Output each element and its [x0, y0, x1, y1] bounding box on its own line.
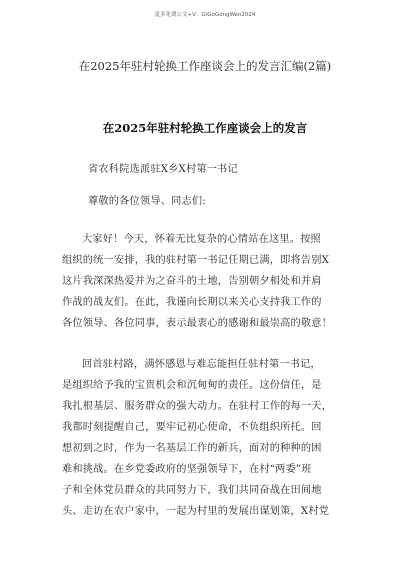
paragraph1-line: 这片我深深热爱并为之奋斗的土地，告别朝夕相处和并肩 [62, 276, 322, 287]
paragraph2-line: 子和全体党员群众的共同努力下，我们共同奋战在田间地 [62, 485, 322, 496]
paragraph2-line: 头、走访在农户家中，一起为村里的发展出谋划策，X村党 [62, 506, 330, 517]
paragraph1-line: 作战的战友们。在此，我谨向长期以来关心支持我工作的 [62, 297, 322, 308]
section-title: 在2025年驻村轮换工作座谈会上的发言 [102, 121, 308, 135]
paragraph2-line: 是组织给予我的宝贵机会和沉甸甸的责任。这份信任，是 [62, 380, 322, 391]
paragraph2-line: 难和挑战。在乡党委政府的坚强领导下，在村“两委”班 [62, 464, 312, 475]
paragraph2-line: 回首驻村路，满怀感恩与难忘能担任驻村第一书记， [82, 359, 321, 370]
paragraph2-line: 我都时刻提醒自己，要牢记初心使命，不负组织所托。回 [62, 422, 322, 433]
paragraph1-line: 大家好！今天，怀着无比复杂的心情站在这里。按照 [82, 234, 321, 245]
header-note: 更多免费公文+V：GiGoGongWen2024 [154, 12, 256, 18]
paragraph2-line: 我扎根基层、服务群众的强大动力。在驻村工作的每一天， [62, 401, 333, 412]
paragraph2-line: 想初到之时，作为一名基层工作的新兵，面对的种种的困 [62, 443, 322, 454]
salutation: 尊敬的各位领导、同志们: [88, 196, 206, 207]
author-line: 省农科院选派驻X乡X村第一书记 [88, 164, 238, 175]
document-title: 在2025年驻村轮换工作座谈会上的发言汇编(2篇) [78, 59, 332, 73]
paragraph1-line: 组织的统一安排，我的驻村第一书记任期已满，即将告别X [62, 255, 330, 266]
paragraph1-line: 各位领导、各位同事，表示最衷心的感谢和最崇高的敬意！ [62, 318, 333, 329]
